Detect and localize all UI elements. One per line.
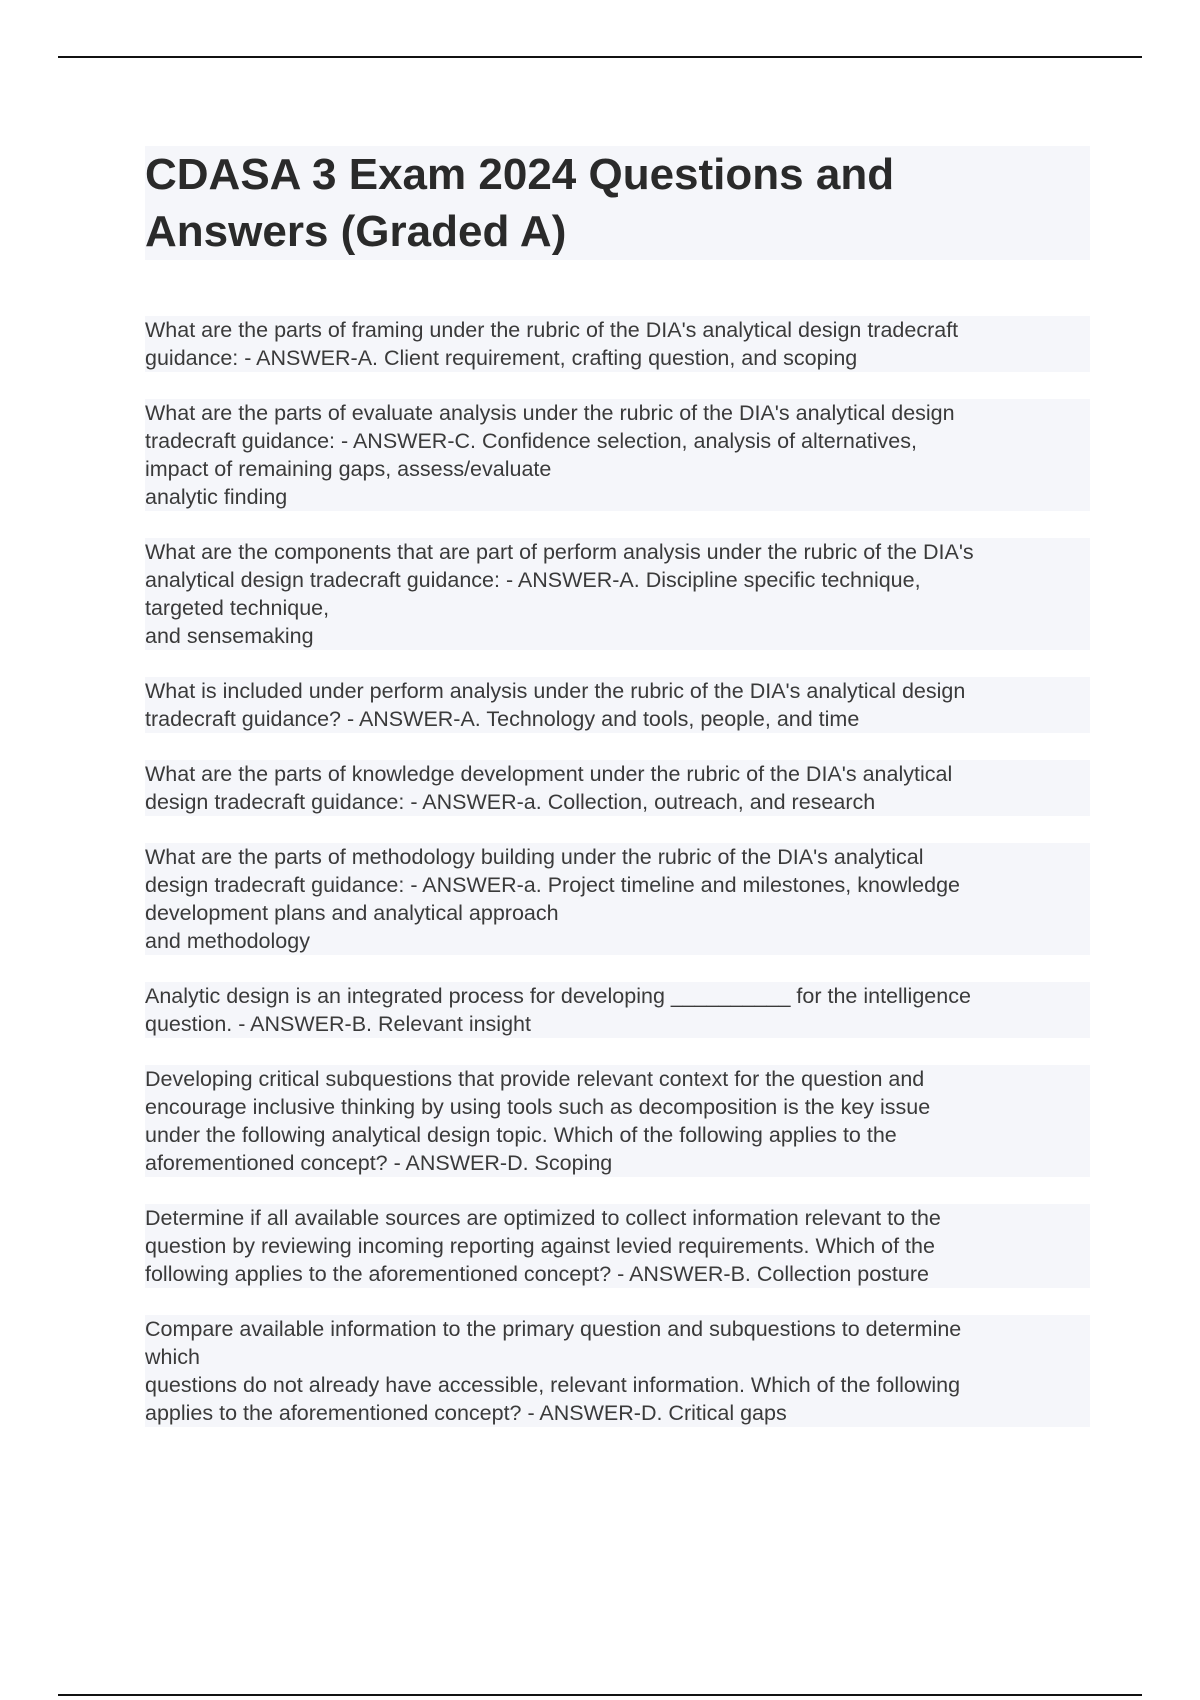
- qa-item: [145, 1065, 1090, 1177]
- qa-list: [145, 316, 1090, 1427]
- document-body: [145, 146, 1090, 1454]
- qa-text-line: under the following analytical design topic. Which of the following applies to the: [145, 1123, 897, 1147]
- qa-text-line: What are the parts of methodology building under the rubric of the DIA's analytical: [145, 845, 924, 869]
- qa-text-line: What are the components that are part of perform analysis under the rubric of the DIA's: [145, 540, 974, 564]
- qa-item: [145, 1204, 1090, 1288]
- qa-text-line: design tradecraft guidance: - ANSWER-a. Project timeline and milestones, knowledge: [145, 873, 961, 897]
- qa-text-line: Analytic design is an integrated process for developing __________ for the intelligence: [145, 984, 971, 1008]
- qa-text-line: analytic finding: [145, 485, 288, 509]
- qa-item: [145, 399, 1090, 511]
- qa-text-line: tradecraft guidance: - ANSWER-C. Confidence selection, analysis of alternatives,: [145, 429, 917, 453]
- qa-text-line: and sensemaking: [145, 624, 314, 648]
- qa-text-line: which: [145, 1345, 200, 1369]
- qa-text-line: encourage inclusive thinking by using tools such as decomposition is the key issue: [145, 1095, 931, 1119]
- qa-text-line: following applies to the aforementioned concept? - ANSWER-B. Collection posture: [145, 1262, 929, 1286]
- qa-text-line: Determine if all available sources are optimized to collect information relevant to the: [145, 1206, 941, 1230]
- qa-text-line: and methodology: [145, 929, 310, 953]
- page-bottom-rule: [58, 1694, 1142, 1696]
- qa-text-line: Compare available information to the primary question and subquestions to determine: [145, 1317, 962, 1341]
- qa-text-line: tradecraft guidance? - ANSWER-A. Technology and tools, people, and time: [145, 707, 860, 731]
- qa-text-line: aforementioned concept? - ANSWER-D. Scoping: [145, 1151, 613, 1175]
- title-line: Answers (Graded A): [145, 207, 567, 256]
- page-title: [145, 146, 1090, 260]
- qa-text-line: question by reviewing incoming reporting against levied requirements. Which of the: [145, 1234, 935, 1258]
- qa-item: [145, 677, 1090, 733]
- title-block: [145, 146, 1090, 260]
- page-top-rule: [58, 56, 1142, 58]
- qa-text-line: development plans and analytical approach: [145, 901, 559, 925]
- qa-text-line: design tradecraft guidance: - ANSWER-a. Collection, outreach, and research: [145, 790, 876, 814]
- qa-item: [145, 316, 1090, 372]
- qa-text-line: What are the parts of knowledge development under the rubric of the DIA's analytical: [145, 762, 953, 786]
- qa-item: [145, 1315, 1090, 1427]
- qa-text-line: question. - ANSWER-B. Relevant insight: [145, 1012, 531, 1036]
- qa-text-line: What is included under perform analysis under the rubric of the DIA's analytical design: [145, 679, 966, 703]
- qa-text-line: Developing critical subquestions that provide relevant context for the question and: [145, 1067, 925, 1091]
- qa-item: [145, 760, 1090, 816]
- qa-text-line: questions do not already have accessible, relevant information. Which of the following: [145, 1373, 961, 1397]
- qa-item: [145, 843, 1090, 955]
- qa-text-line: targeted technique,: [145, 596, 330, 620]
- qa-text-line: guidance: - ANSWER-A. Client requirement, crafting question, and scoping: [145, 346, 858, 370]
- qa-text-line: What are the parts of evaluate analysis under the rubric of the DIA's analytical design: [145, 401, 955, 425]
- title-line: CDASA 3 Exam 2024 Questions and: [145, 150, 895, 199]
- qa-item: [145, 538, 1090, 650]
- qa-item: [145, 982, 1090, 1038]
- qa-text-line: What are the parts of framing under the rubric of the DIA's analytical design tradecraft: [145, 318, 959, 342]
- qa-text-line: applies to the aforementioned concept? - ANSWER-D. Critical gaps: [145, 1401, 787, 1425]
- qa-text-line: analytical design tradecraft guidance: - ANSWER-A. Discipline specific technique,: [145, 568, 921, 592]
- qa-text-line: impact of remaining gaps, assess/evaluate: [145, 457, 552, 481]
